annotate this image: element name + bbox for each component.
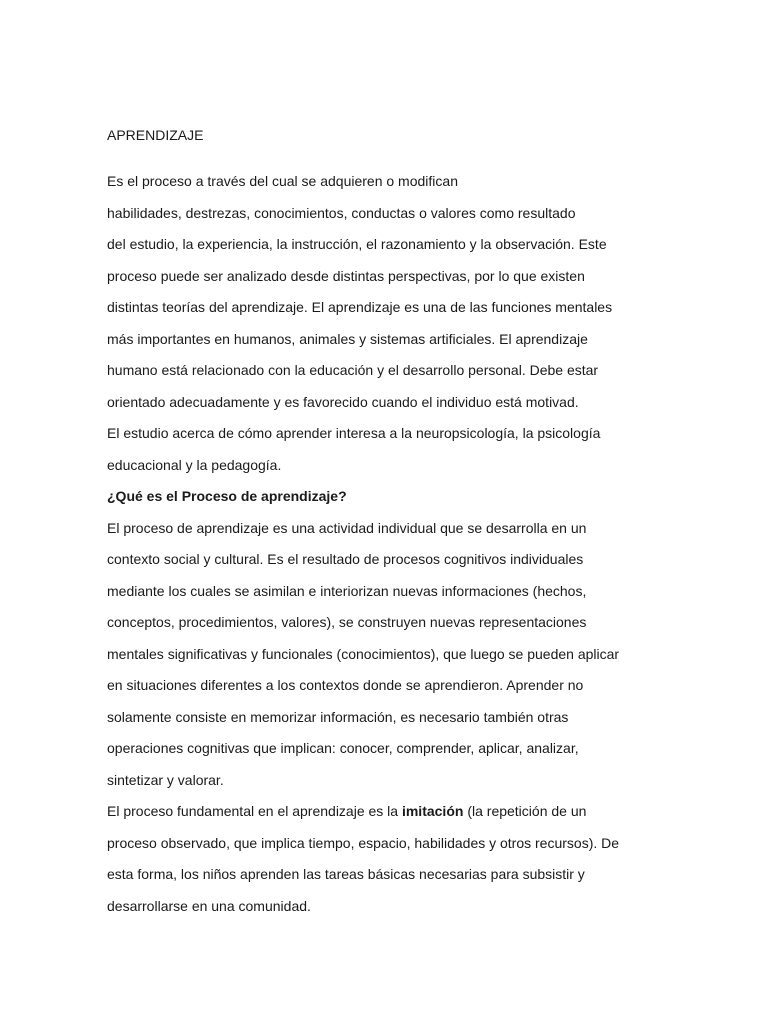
imitation-emphasis: imitación [401, 803, 464, 819]
body-line: esta forma, los niños aprenden las tareas básicas necesarias para subsistir y [107, 866, 585, 882]
body-line: proceso observado, que implica tiempo, espacio, habilidades y otros recursos). De [107, 834, 620, 851]
body-line: Es el proceso a través del cual se adquieren o modifican [107, 173, 458, 189]
body-line: sintetizar y valorar. [107, 771, 224, 788]
body-line: desarrollarse en una comunidad. [107, 897, 311, 914]
body-line: conceptos, procedimientos, valores), se construyen nuevas representaciones [107, 614, 587, 630]
body-line: educacional y la pedagogía. [107, 456, 282, 473]
body-line: El proceso de aprendizaje es una actividad individual que se desarrolla en un [107, 519, 587, 536]
document-body [107, 171, 707, 927]
body-line: solamente consiste en memorizar información, es necesario también otras [107, 708, 569, 725]
body-line: distintas teorías del aprendizaje. El aprendizaje es una de las funciones mentales [107, 299, 613, 315]
body-line: del estudio, la experiencia, la instrucción, el razonamiento y la observación. Este [107, 236, 607, 252]
body-line: El estudio acerca de cómo aprender interesa a la neuropsicología, la psicología [107, 425, 601, 441]
imitation-line [107, 801, 707, 833]
body-line: mediante los cuales se asimilan e interiorizan nuevas informaciones (hechos, [107, 582, 587, 599]
body-line: habilidades, destrezas, conocimientos, conductas o valores como resultado [107, 204, 576, 221]
body-line: en situaciones diferentes a los contextos donde se aprendieron. Aprender no [107, 677, 584, 693]
document-title: APRENDIZAJE [107, 127, 204, 143]
body-line: humano está relacionado con la educación y el desarrollo personal. Debe estar [107, 362, 599, 378]
imitation-line-after: (la repetición de un [463, 803, 587, 819]
body-line: más importantes en humanos, animales y sistemas artificiales. El aprendizaje [107, 330, 588, 347]
body-line: operaciones cognitivas que implican: conocer, comprender, aplicar, analizar, [107, 740, 579, 756]
body-line: contexto social y cultural. Es el resultado de procesos cognitivos individuales [107, 551, 584, 567]
body-line: mentales significativas y funcionales (conocimientos), que luego se pueden aplicar [107, 645, 620, 662]
body-line: orientado adecuadamente y es favorecido cuando el individuo está motivad. [107, 393, 579, 410]
body-line: proceso puede ser analizado desde distintas perspectivas, por lo que existen [107, 267, 585, 284]
section-heading: ¿Qué es el Proceso de aprendizaje? [107, 488, 347, 504]
imitation-line-before: El proceso fundamental en el aprendizaje es la [107, 803, 402, 819]
